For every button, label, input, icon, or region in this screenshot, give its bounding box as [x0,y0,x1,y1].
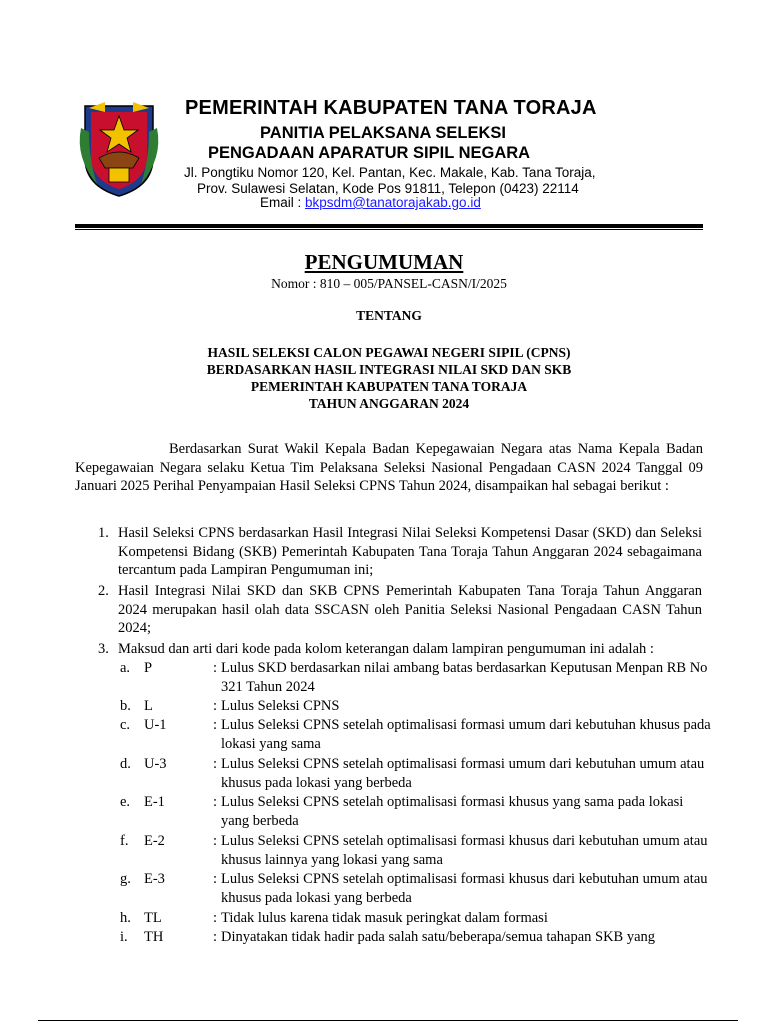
item-text: Hasil Integrasi Nilai SKD dan SKB CPNS Pemerintah Kabupaten Tana Toraja Tahun Anggaran 2024 merupakan hasil olah data SSCASN oleh Panitia Seleksi Nasional Pengadaan CASN Tahun 2024; [118,583,702,636]
header-divider-thick [75,224,703,228]
code-row [120,870,720,908]
code-description: Lulus Seleksi CPNS setelah optimalisasi formasi khusus dari kebutuhan umum atau khusus pada lokasi yang berbeda [221,871,708,906]
code-letter: f. [120,833,129,849]
item-number: 1. [98,525,109,541]
address-line2: Prov. Sulawesi Selatan, Kode Pos 91811, Telepon (0423) 22114 [197,181,579,196]
letterhead-line2: PANITIA PELAKSANA SELEKSI [260,124,506,142]
code-row [120,697,720,716]
code-value: E-3 [144,871,165,887]
subject-line: HASIL SELEKSI CALON PEGAWAI NEGERI SIPIL (CPNS) [207,345,571,360]
code-value: E-2 [144,833,165,849]
item-number: 2. [98,583,109,599]
email-label: Email : [260,195,306,210]
regency-logo [75,98,163,198]
code-letter: e. [120,794,131,810]
code-description: Tidak lulus karena tidak masuk peringkat dalam formasi [221,910,548,926]
code-colon: : [213,660,218,676]
code-letter: d. [120,756,131,772]
code-row [120,909,720,928]
code-value: U-3 [144,756,167,772]
item-text: Maksud dan arti dari kode pada kolom keterangan dalam lampiran pengumuman ini adalah : [118,641,654,657]
code-colon: : [213,794,218,810]
code-letter: g. [120,871,131,887]
code-description: Lulus Seleksi CPNS setelah optimalisasi formasi umum dari kebutuhan khusus pada lokasi yang sama [221,717,711,752]
list-item [98,582,702,638]
code-value: TL [144,910,162,926]
code-description: Lulus Seleksi CPNS [221,698,340,714]
page-bottom-border [38,1020,738,1021]
list-item [98,640,702,659]
code-value: E-1 [144,794,165,810]
code-value: TH [144,929,164,945]
code-value: L [144,698,153,714]
subject-line: BERDASARKAN HASIL INTEGRASI NILAI SKD DAN SKB [206,362,572,377]
code-description: Lulus Seleksi CPNS setelah optimalisasi formasi khusus dari kebutuhan umum atau khusus lainnya yang lokasi yang sama [221,833,708,868]
intro-paragraph: Berdasarkan Surat Wakil Kepala Badan Kepegawaian Negara atas Nama Kepala Badan Kepegawaian Negara selaku Ketua Tim Pelaksana Seleksi Nasional Pengadaan CASN 2024 Tanggal 09 Januari 2025 Perihal Penyampaian Hasil Seleksi CPNS Tahun 2024, disampaikan hal sebagai berikut : [75,441,703,494]
item-number: 3. [98,641,109,657]
code-letter: c. [120,717,131,733]
code-colon: : [213,717,218,733]
item-text: Hasil Seleksi CPNS berdasarkan Hasil Integrasi Nilai Seleksi Kompetensi Dasar (SKD) dan Seleksi Kompetensi Bidang (SKB) Pemerintah Kabupaten Tana Toraja Tahun Anggaran 2024 sebagaimana tercantum pada Lampiran Pengumuman ini; [118,525,702,578]
code-row [120,793,720,831]
address-line1: Jl. Pongtiku Nomor 120, Kel. Pantan, Kec. Makale, Kab. Tana Toraja, [184,165,596,180]
code-description: Lulus Seleksi CPNS setelah optimalisasi formasi khusus yang sama pada lokasi yang berbeda [221,794,684,829]
code-description: Lulus SKD berdasarkan nilai ambang batas berdasarkan Keputusan Menpan RB No 321 Tahun 2024 [221,660,708,695]
email-link[interactable]: bkpsdm@tanatorajakab.go.id [305,195,481,210]
code-row [120,659,720,697]
subject-line: TAHUN ANGGARAN 2024 [308,396,470,411]
code-row [120,716,720,754]
letterhead-line3: PENGADAAN APARATUR SIPIL NEGARA [208,144,531,162]
code-row [120,755,720,793]
subject-block [0,344,768,412]
code-colon: : [213,756,218,772]
code-colon: : [213,910,218,926]
subject-line: PEMERINTAH KABUPATEN TANA TORAJA [250,379,528,394]
document-number: Nomor : 810 – 005/PANSEL-CASN/I/2025 [271,276,507,291]
code-letter: b. [120,698,131,714]
email-line [260,195,481,210]
code-value: U-1 [144,717,167,733]
code-colon: : [213,833,218,849]
code-colon: : [213,871,218,887]
code-letter: a. [120,660,131,676]
code-row [120,832,720,870]
document-title: PENGUMUMAN [304,250,464,274]
code-row [120,928,720,947]
code-letter: i. [120,929,128,945]
code-description: Dinyatakan tidak hadir pada salah satu/beberapa/semua tahapan SKB yang [221,929,656,945]
list-item [98,524,702,580]
tentang-heading: TENTANG [356,308,422,323]
code-colon: : [213,929,218,945]
header-divider-thin [75,229,703,230]
code-value: P [144,660,153,676]
code-letter: h. [120,910,131,926]
letterhead-line1: PEMERINTAH KABUPATEN TANA TORAJA [185,97,597,119]
code-description: Lulus Seleksi CPNS setelah optimalisasi formasi umum dari kebutuhan umum atau khusus pada lokasi yang berbeda [221,756,705,791]
code-colon: : [213,698,218,714]
